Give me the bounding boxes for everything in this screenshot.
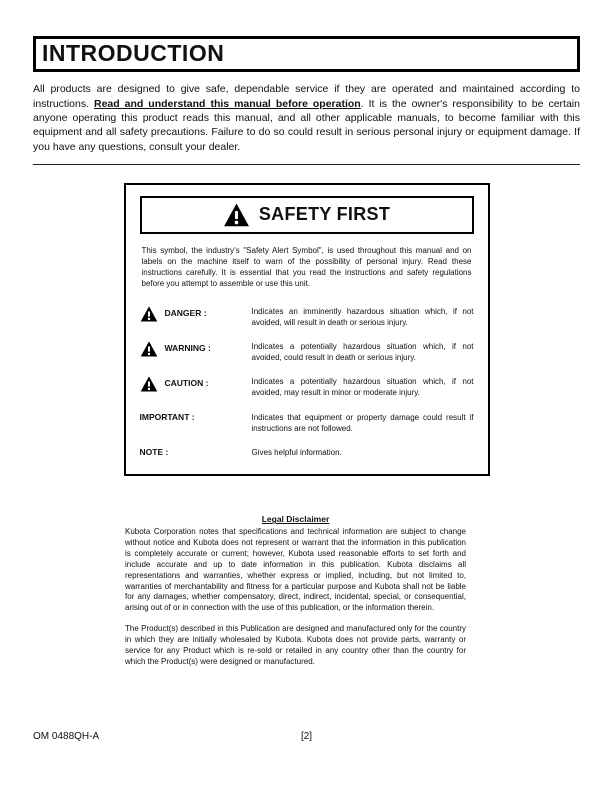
danger-text: Indicates an imminently hazardous situation which, if not avoided, will result in death or serious injury. <box>251 306 474 327</box>
page-number: [2] <box>300 731 313 742</box>
important-text: Indicates that equipment or property damage could result if instructions are not followed. <box>251 412 474 433</box>
intro-paragraph <box>33 82 580 153</box>
page-footer <box>33 731 580 742</box>
danger-label: DANGER : <box>164 307 207 318</box>
safety-intro-text: This symbol, the industry's "Safety Alert Symbol", is used throughout this manual and on labels on the machine itself to warn of the possibility of personal injury. Read these instructions carefully. It is essential that you read the instructions and safety regulations before you attempt to assemble or use this unit. <box>141 245 472 289</box>
page-title-box <box>33 36 580 72</box>
caution-alert-icon <box>140 376 158 392</box>
intro-text-1: All products are designed to give safe, dependable service if they are operated and maintained according to instructions. <box>33 83 580 110</box>
caution-row <box>140 376 474 398</box>
page-content <box>0 36 612 668</box>
page-title: INTRODUCTION <box>42 40 225 66</box>
note-label: NOTE : <box>139 447 169 458</box>
caution-label-area <box>140 376 252 392</box>
warning-label-area <box>140 341 252 357</box>
document-number: OM 0488QH-A <box>33 731 100 742</box>
warning-label: WARNING : <box>164 342 211 353</box>
note-text: Gives helpful information. <box>251 448 342 458</box>
important-label: IMPORTANT : <box>139 411 195 422</box>
caution-label: CAUTION : <box>164 378 209 389</box>
safety-first-box <box>124 183 490 476</box>
intro-text-2: . It is the owner's responsibility to be certain anyone operating this product reads this manual, and all other applicable manuals, to become familiar with this equipment and all safety precautions. Failure to do so could result in serious personal injury or equipment damage. If you have any questions, consult your dealer. <box>33 97 580 153</box>
note-row <box>140 447 474 458</box>
legal-paragraph-1: Kubota Corporation notes that specifications and technical information are subject to change without notice and Kubota does not represent or warrant that the information in this publication is completely accurate or current; however, Kubota used reasonable efforts to set forth and include accurate and up to date information in this publication. Kubota disclaims all representations and warranties, whether express or implied, including, but not limited to, warranties of merchantability and fitness for a particular purpose and Kubota shall not be liable for any damages, whether compensatory, direct, indirect, incidental, special, or consequential, arising out of or in connection with the use of this publication, or the information therein. <box>125 527 466 613</box>
warning-alert-icon <box>140 341 158 357</box>
danger-label-area <box>140 306 252 322</box>
intro-bold-underline-phrase: Read and understand this manual before operation <box>94 97 361 110</box>
signal-word-list <box>140 306 474 459</box>
legal-disclaimer-section <box>125 514 466 668</box>
danger-alert-icon <box>140 306 158 322</box>
caution-text: Indicates a potentially hazardous situation which, if not avoided, may result in minor or moderate injury. <box>251 377 474 398</box>
safety-first-header <box>140 196 474 234</box>
safety-alert-icon <box>223 203 250 227</box>
warning-row <box>140 341 474 363</box>
legal-paragraph-2: The Product(s) described in this Publication are designed and manufactured only for the country in which they are initially wholesaled by Kubota. Kubota does not provide parts, warranty or service for any Product which is re-sold or retailed in any country other than the country for which the Product(s) were designed or manufactured. <box>125 624 466 666</box>
warning-text: Indicates a potentially hazardous situation which, if not avoided, could result in death or serious injury. <box>251 341 474 363</box>
danger-row <box>140 306 474 328</box>
note-label-area <box>140 447 252 458</box>
safety-first-title: SAFETY FIRST <box>258 204 391 225</box>
important-row <box>140 412 474 434</box>
important-label-area <box>140 412 252 423</box>
legal-disclaimer-heading: Legal Disclaimer <box>261 514 330 525</box>
horizontal-divider <box>33 164 580 165</box>
